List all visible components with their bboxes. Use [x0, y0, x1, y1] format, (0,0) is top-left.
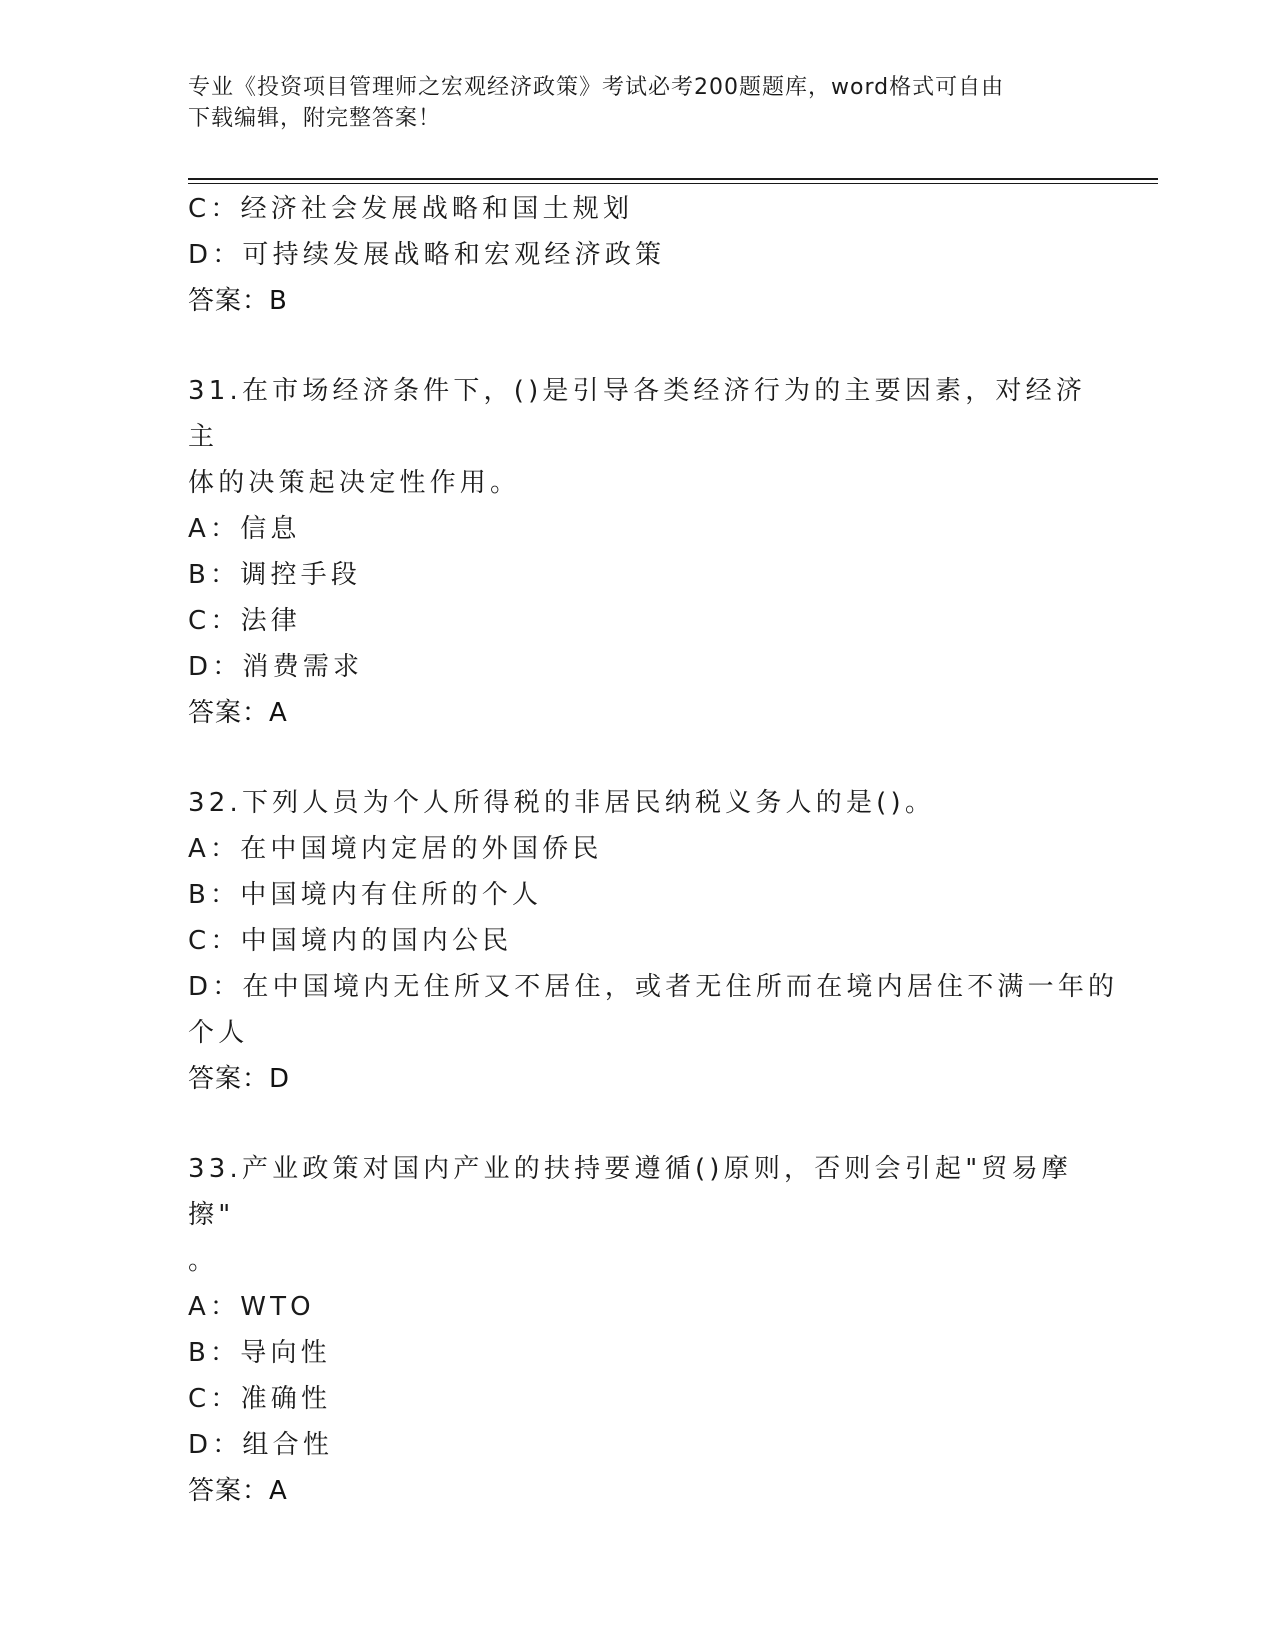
option-text: 组合性 — [242, 1430, 334, 1460]
option-label: C： — [188, 194, 241, 224]
header-rule-thick — [188, 178, 1158, 180]
option-c — [188, 186, 1088, 232]
spacer — [188, 1102, 1088, 1146]
document-header — [188, 72, 1088, 134]
header-line-1: 专业《投资项目管理师之宏观经济政策》考试必考200题题库，word格式可自由 — [188, 75, 1005, 100]
option-c — [188, 598, 1088, 644]
option-text: 中国境内的国内公民 — [240, 926, 513, 956]
option-text: 导向性 — [240, 1338, 331, 1368]
option-text: 法律 — [240, 606, 301, 636]
option-label: A： — [188, 834, 241, 864]
spacer — [188, 324, 1088, 368]
answer: 答案：B — [188, 286, 288, 316]
option-label: B： — [188, 880, 241, 910]
answer: 答案：D — [188, 1064, 291, 1094]
question-31 — [188, 368, 1088, 736]
question-32 — [188, 780, 1119, 1102]
question-stem-line: 31.在市场经济条件下，()是引导各类经济行为的主要因素，对经济主 — [188, 376, 1087, 452]
header-rule-thin — [188, 183, 1158, 184]
option-text: 在中国境内定居的外国侨民 — [240, 834, 603, 864]
option-text: 经济社会发展战略和国土规划 — [240, 194, 634, 224]
answer: 答案：A — [188, 1476, 288, 1506]
question-stem — [188, 1146, 1088, 1284]
question-stem-line: 32.下列人员为个人所得税的非居民纳税义务人的是()。 — [188, 788, 936, 818]
option-text: 信息 — [240, 514, 301, 544]
question-stem-line: 体的决策起决定性作用。 — [188, 468, 521, 498]
option-a — [188, 1284, 1088, 1330]
option-label: D： — [188, 972, 243, 1002]
option-label: B： — [188, 1338, 241, 1368]
option-text: 中国境内有住所的个人 — [240, 880, 543, 910]
header-line-2: 下载编辑，附完整答案！ — [188, 106, 442, 131]
question-stem-line: 33.产业政策对国内产业的扶持要遵循()原则，否则会引起"贸易摩擦" — [188, 1154, 1072, 1230]
option-text: 消费需求 — [242, 652, 364, 682]
option-text: 调控手段 — [240, 560, 362, 590]
option-b — [188, 872, 1088, 918]
question-33 — [188, 1146, 1088, 1514]
question-stem — [188, 780, 1088, 826]
option-label: D： — [188, 1430, 243, 1460]
option-a — [188, 506, 1088, 552]
option-d — [188, 644, 1088, 690]
question-stem — [188, 368, 1088, 506]
question-stem-line: 。 — [188, 1246, 219, 1276]
option-d-continuation: 个人 — [188, 1018, 249, 1048]
option-label: A： — [188, 514, 241, 544]
option-c — [188, 918, 1088, 964]
spacer — [188, 736, 1088, 780]
option-c — [188, 1376, 1088, 1422]
option-label: C： — [188, 606, 241, 636]
option-label: A： — [188, 1292, 241, 1322]
option-b — [188, 1330, 1088, 1376]
prev-question-block — [188, 186, 1088, 324]
option-label: D： — [188, 240, 243, 270]
option-a — [188, 826, 1088, 872]
option-b — [188, 552, 1088, 598]
option-text: 在中国境内无住所又不居住，或者无住所而在境内居住不满一年的 — [242, 972, 1119, 1002]
answer: 答案：A — [188, 698, 288, 728]
option-label: B： — [188, 560, 241, 590]
option-d — [188, 1422, 1088, 1468]
document-content — [188, 186, 1119, 1514]
option-text: 准确性 — [240, 1384, 332, 1414]
option-label: C： — [188, 1384, 241, 1414]
option-text: WTO — [240, 1292, 315, 1322]
option-d — [188, 964, 1119, 1010]
option-label: C： — [188, 926, 241, 956]
option-text: 可持续发展战略和宏观经济政策 — [242, 240, 666, 270]
option-d — [188, 232, 1088, 278]
option-label: D： — [188, 652, 243, 682]
